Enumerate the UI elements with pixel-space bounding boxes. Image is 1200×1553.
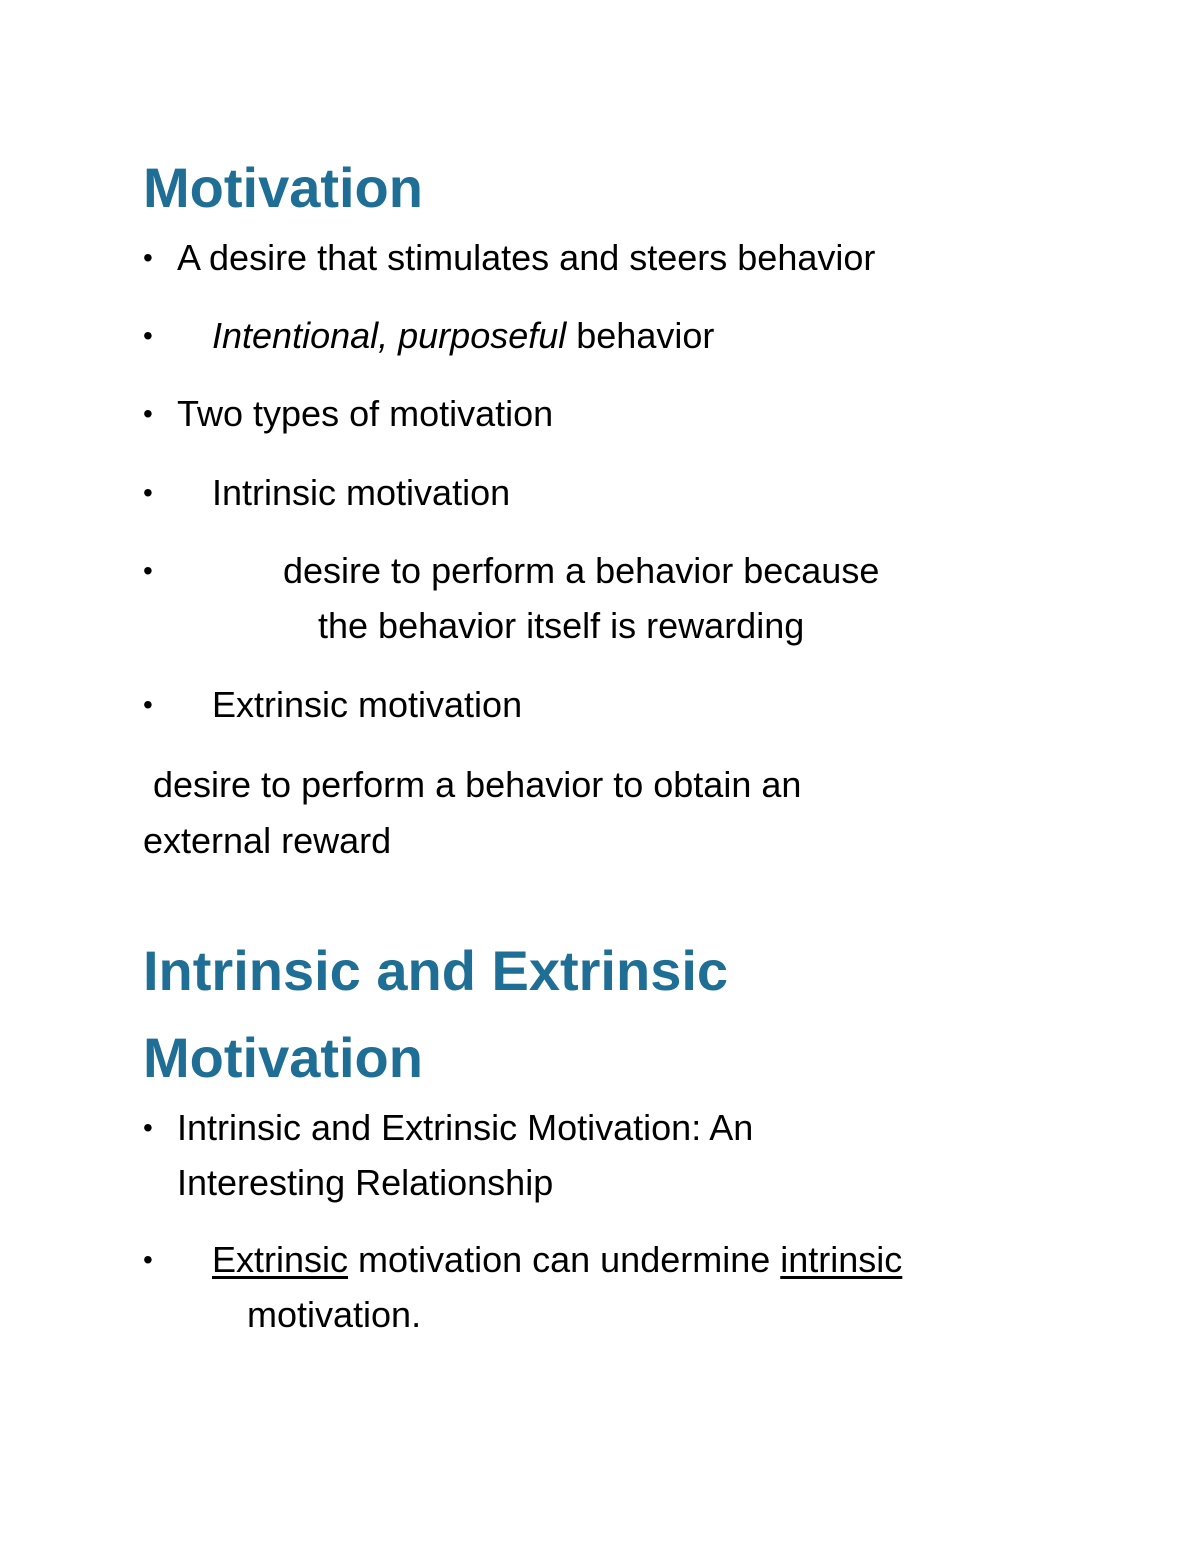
bullet: •: [143, 1112, 153, 1143]
list-item-intentional: [212, 314, 714, 358]
list-item-text: motivation can undermine: [348, 1239, 781, 1280]
list-item-undermine-line1: [212, 1238, 902, 1282]
bullet: •: [143, 242, 153, 273]
underlined-text: intrinsic: [780, 1239, 903, 1280]
list-item-relationship-line2: Interesting Relationship: [177, 1162, 554, 1203]
list-item-intrinsic-def-line1: desire to perform a behavior because: [283, 550, 880, 591]
underlined-text: Extrinsic: [212, 1239, 349, 1280]
bullet: •: [143, 398, 153, 429]
paragraph-extrinsic-def-line2: external reward: [143, 820, 392, 861]
list-item-intrinsic: Intrinsic motivation: [212, 472, 511, 513]
list-item-undermine-line2: motivation.: [247, 1294, 422, 1335]
bullet: •: [143, 1244, 153, 1275]
bullet: •: [143, 477, 153, 508]
list-item-extrinsic: Extrinsic motivation: [212, 684, 523, 725]
list-item-definition: A desire that stimulates and steers behavior: [177, 237, 876, 278]
list-item-text: behavior: [566, 315, 715, 356]
list-item-intrinsic-def-line2: the behavior itself is rewarding: [318, 605, 805, 646]
section-title-motivation: Motivation: [143, 156, 423, 219]
list-item-two-types: Two types of motivation: [177, 393, 554, 434]
bullet: •: [143, 689, 153, 720]
paragraph-extrinsic-def-line1: desire to perform a behavior to obtain an: [143, 764, 802, 805]
bullet: •: [143, 320, 153, 351]
section-title-intrinsic-extrinsic-line1: Intrinsic and Extrinsic: [143, 939, 729, 1002]
bullet: •: [143, 555, 153, 586]
italic-text: Intentional, purposeful: [212, 315, 567, 356]
list-item-relationship-line1: Intrinsic and Extrinsic Motivation: An: [177, 1107, 754, 1148]
section-title-intrinsic-extrinsic-line2: Motivation: [143, 1026, 423, 1089]
